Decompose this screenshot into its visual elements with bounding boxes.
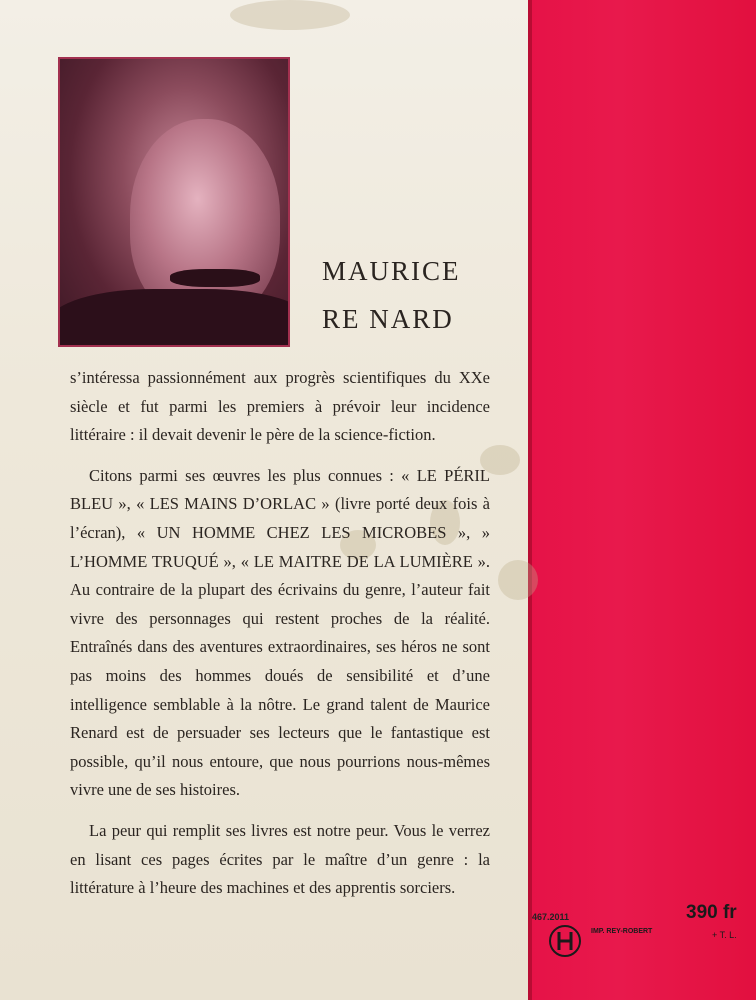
paper-stain [230, 0, 350, 30]
author-last-name: RE NARD [322, 304, 454, 334]
bio-paragraph-3: La peur qui remplit ses livres est notre peur. Vous le verrez en lisant ces pages écrites par le maître d’un genre : la littérature à l’heure des machines et des apprentis sorciers. [70, 820, 490, 898]
red-spine-band [528, 0, 756, 1000]
portrait-moustache [170, 269, 260, 287]
bio-paragraph-2: Citons parmi ses œuvres les plus connues : « LE PÉRIL BLEU », « LES MAINS D’ORLAC » (livre porté deux fois à l’écran), « UN HOMME CHEZ LES MICROBES », » L’HOMME TRUQUÉ », « LE MAITRE DE LA LUMIÈRE ». Au contraire de la plupart des écrivains du genre, l’auteur fait vivre des personnages qui restent proches de la réalité. Entraînés dans des aventures extraordinaires, ses héros ne sont pas moins des hommes doués de sensibilité et d’une intelligence semblable à la nôtre. Le grand talent de Maurice Renard est de persuader ses lecteurs que le fantastique est possible, qu’il nous entoure, que nous pourrions nous-mêmes vivre une de ses histoires. [70, 465, 490, 800]
author-biography [70, 364, 490, 903]
bio-paragraph-1: s’intéressa passionnément aux progrès scientifiques du XXe siècle et fut parmi les premiers à prévoir leur incidence littéraire : il devait devenir le père de la science-fiction. [70, 368, 490, 445]
paper-stain [498, 560, 538, 600]
portrait-coat [58, 289, 290, 347]
author-portrait-photo [58, 57, 290, 347]
band-edge [528, 0, 532, 1000]
catalog-code: 467.2011 [532, 912, 570, 922]
printer-credit: IMP. REY-ROBERT [591, 928, 653, 935]
price-label: 390 fr [686, 902, 737, 923]
publisher-logo-icon [548, 924, 582, 958]
price-tax-note: + T. L. [712, 930, 737, 940]
author-first-name: MAURICE [322, 256, 461, 286]
